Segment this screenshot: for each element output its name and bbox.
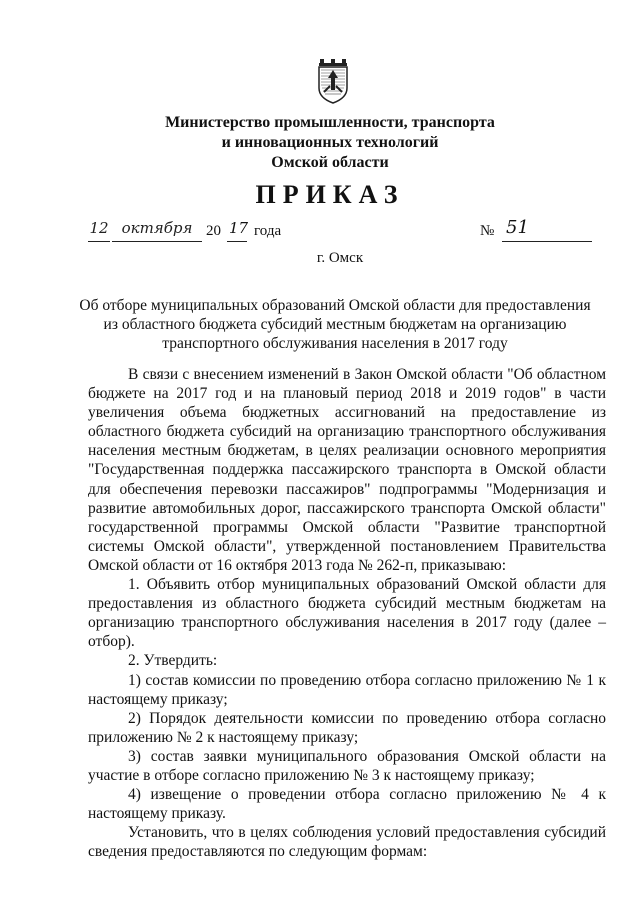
date-year-underline	[227, 241, 247, 242]
date-year-suffix: 17	[229, 219, 249, 237]
coat-of-arms-icon	[316, 58, 350, 104]
paragraph-preamble: В связи с внесением изменений в Закон Омской области "Об областном бюджете на 2017 год и на плановый период 2018 и 2019 годов" в части увеличения объема бюджетных ассигнований на предоставление из областного бюджета субсидий на организацию транспортного обслуживания населения местным бюджетам, в целях реализации основного мероприятия "Государственная поддержка пассажирского транспорта в Омской области для обеспечения перевозки пассажиров" подпрограммы "Модернизация и развитие автомобильных дорог, пассажирского транспорта Омской области" государственной программы Омской области "Развитие транспортной системы Омской области", утвержденной постановлением Правительства Омской области от 16 октября 2013 года № 262-п, приказываю:	[88, 366, 606, 574]
ministry-line-1: Министерство промышленности, транспорта	[165, 114, 495, 131]
ministry-name	[130, 113, 530, 173]
paragraph-subitem-1: 1) состав комиссии по проведению отбора согласно приложению № 1 к настоящему приказу;	[88, 671, 606, 708]
ministry-line-2: и инновационных технологий	[221, 134, 439, 151]
date-month-underline	[112, 241, 202, 242]
order-title	[70, 296, 600, 353]
document-type-heading: ПРИКАЗ	[255, 180, 405, 209]
order-date	[88, 219, 318, 247]
order-number	[480, 219, 600, 247]
number-value: 51	[506, 217, 529, 238]
paragraph-forms: Установить, что в целях соблюдения условий предоставления субсидий сведения предоставляются по следующим формам:	[88, 824, 606, 861]
date-day-underline	[88, 241, 110, 242]
paragraph-subitem-3: 3) состав заявки муниципального образования Омской области на участие в отборе согласно приложению № 3 к настоящему приказу;	[88, 747, 606, 784]
ministry-line-3: Омской области	[271, 154, 389, 171]
number-underline	[502, 241, 592, 242]
paragraph-subitem-2: 2) Порядок деятельности комиссии по проведению отбора согласно приложению № 2 к настоящему приказу;	[88, 709, 606, 746]
paragraph-item-1: 1. Объявить отбор муниципальных образований Омской области для предоставления из областного бюджета субсидий местным бюджетам на организацию транспортного обслуживания населения в 2017 году (далее – отбор).	[88, 576, 606, 651]
city-name: г. Омск	[316, 250, 364, 266]
number-sign: №	[480, 223, 495, 239]
order-body	[88, 365, 606, 861]
title-line-3: транспортного обслуживания населения в 2017 году	[162, 335, 508, 352]
date-word: года	[254, 223, 282, 239]
date-year-prefix: 20	[206, 223, 221, 239]
paragraph-item-2: 2. Утвердить:	[128, 652, 218, 670]
title-line-2: из областного бюджета субсидий местным бюджетам на организацию	[103, 316, 567, 333]
paragraph-subitem-4: 4) извещение о проведении отбора согласно приложению № 4 к настоящему приказу.	[88, 786, 606, 823]
date-month: октября	[121, 219, 193, 237]
title-line-1: Об отборе муниципальных образований Омской области для предоставления	[79, 297, 591, 314]
date-day: 12	[89, 219, 109, 237]
